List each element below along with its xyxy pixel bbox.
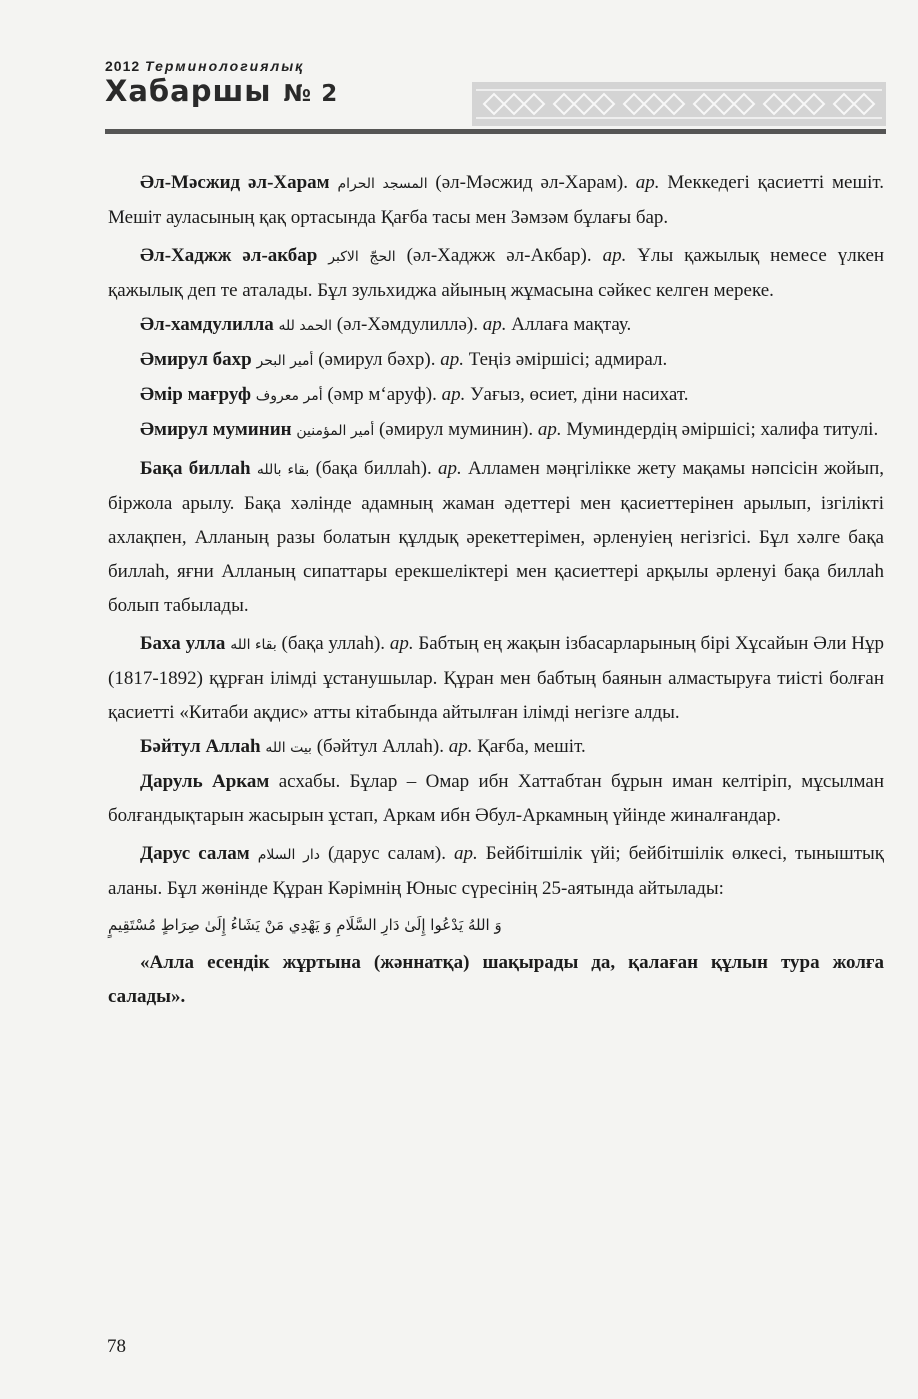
header-issue: № 2 xyxy=(283,81,339,107)
entry-arabic: أمير المؤمنين xyxy=(296,423,375,439)
entry xyxy=(108,239,884,308)
entry-lang: ар. xyxy=(635,172,660,193)
entry-arabic: بيت الله xyxy=(265,740,312,756)
journal-line xyxy=(105,58,885,74)
ornament-band xyxy=(472,82,886,126)
entry-lang: ар. xyxy=(454,843,478,864)
entry-translit: (әл-Хәмдулиллә). xyxy=(336,314,478,335)
entry-definition: Қағба, мешіт. xyxy=(477,736,586,757)
entry-translit: (бәйтул Аллаһ). xyxy=(316,736,444,757)
header-journal: Терминологиялық xyxy=(145,58,305,74)
entry xyxy=(108,452,884,623)
entry-lang: ар. xyxy=(482,314,507,335)
entry-lang: ар. xyxy=(438,458,462,479)
entry-translit: (бақа биллаһ). xyxy=(315,458,432,479)
entry-translit: (дарус салам). xyxy=(328,843,446,864)
entry-arabic: الحجّ الاكبر xyxy=(328,249,396,265)
header-title: Хабаршы xyxy=(105,74,272,108)
entry-lang: ар. xyxy=(441,384,466,405)
entry xyxy=(108,730,884,765)
entry-term: Даруль Аркам xyxy=(140,771,270,792)
glossary-body xyxy=(108,166,884,1014)
entry-translit: (әмр м‘аруф). xyxy=(327,384,437,405)
entry-arabic: أمير البحر xyxy=(256,353,314,369)
entry-definition: Уағыз, өсиет, діни насихат. xyxy=(470,384,689,405)
entry-term: Бақа биллаһ xyxy=(140,458,251,479)
entry-translit: (бақа уллаһ). xyxy=(281,633,386,654)
entry-term: Бәйтул Аллаһ xyxy=(140,736,261,757)
entry-arabic: دار السلام xyxy=(257,847,321,863)
entry-definition: асхабы. Бұлар – Омар ибн Хаттабтан бұрын иман келтіріп, мұсылман болғандықтарын жасырын ұстап, Аркам ибн Әбул-Аркамның үйінде жиналғандар. xyxy=(108,771,885,826)
entry-translit: (әл-Хаджж әл-Акбар). xyxy=(406,245,592,266)
header-year: 2012 xyxy=(105,58,141,74)
entry-translit: (әл-Мәсжид әл-Харам). xyxy=(435,172,628,193)
ornament-pattern-icon xyxy=(472,82,886,126)
entry xyxy=(108,166,884,235)
entry-translit: (әмирул муминин). xyxy=(378,419,534,440)
entry-arabic: الحمد لله xyxy=(278,318,333,334)
entry xyxy=(108,308,884,343)
header-rule xyxy=(105,129,886,134)
entry-term: Әл-Мәсжид әл-Харам xyxy=(140,172,330,193)
entry-lang: ар. xyxy=(537,419,562,440)
entry xyxy=(108,765,884,833)
entry-arabic: بقاء بالله xyxy=(256,462,310,478)
entry xyxy=(108,627,884,730)
entry-lang: ар. xyxy=(389,633,414,654)
entry-arabic: أمر معروف xyxy=(255,388,323,404)
entry-lang: ар. xyxy=(602,245,627,266)
entry-term: Баха улла xyxy=(140,633,226,654)
entry-definition: Бейбітшілік үйі; бейбітшілік өлкесі, тыныштық аланы. Бұл жөнінде Құран Кәрімнің Юныс сүресінің 25-аятында айтылады: xyxy=(108,843,884,899)
entry-term: Дарус салам xyxy=(140,843,250,864)
entry-term: Әмирул муминин xyxy=(140,419,292,440)
entry-arabic: بقاء الله xyxy=(230,637,277,653)
entry-term: Әмирул бахр xyxy=(140,349,252,370)
entry xyxy=(108,343,884,378)
entry-definition: Бабтың ең жақын ізбасарларының бірі Хұсайын Әли Нұр (1817-1892) құрған ілімді ұстанушылар. Құран мен бабтың баянын алмастыруға тиісті болған қасиетті «Китаби ақдис» атты кітабында айтылған ілімді негізге алды. xyxy=(108,633,884,723)
entry-definition: Ұлы қажылық немесе үлкен қажылық деп те аталады. Бұл зульхиджа айының жұмасына сәйкес келген мереке. xyxy=(108,245,885,301)
entry-arabic: المسجد الحرام xyxy=(337,176,428,192)
quran-verse: وَ اللهُ يَدْعُوا إِلَىٰ دَارِ السَّلَامِ وَ يَهْدِي مَنْ يَشَاءُ إِلَىٰ صِرَاطٍ مُسْتَقِيمٍ xyxy=(108,916,502,934)
entry-translit: (әмирул бәхр). xyxy=(318,349,436,370)
page-number: 78 xyxy=(107,1336,126,1357)
entry-definition: Меккедегі қасиетті мешіт. Мешіт ауласының қақ ортасында Қағба тасы мен Зәмзәм бұлағы бар. xyxy=(108,172,885,228)
entry-lang: ар. xyxy=(448,736,473,757)
entry xyxy=(108,378,884,413)
entry-lang: ар. xyxy=(440,349,464,370)
entry-definition: Муминдердің әміршісі; халифа титулі. xyxy=(566,419,879,440)
entry-term: Әл-хамдулилла xyxy=(140,314,274,335)
verse-translation: «Алла есендік жұртына (жәннатқа) шақырады да, қалаған құлын тура жолға салады». xyxy=(108,952,884,1007)
entry-term: Әмір мағруф xyxy=(140,384,252,405)
entry-definition: Алламен мәңгілікке жету мақамы нәпсісін жойып, біржола арылу. Бақа хәлінде адамның жаман әдеттері мен қасиеттерінен арылып, ізгілікті ахлақпен, Алланың разы болатын құлдық әрекеттерімен, әрленуіең негізгісі. Бұл хәлге бақа биллаһ, яғни Алланың сипаттары ерекшеліктері мен қасиеттері арқылы әрленуі бақа биллаһ болып табылады. xyxy=(108,458,885,616)
entry-definition: Теңіз әміршісі; адмирал. xyxy=(468,349,668,370)
entry xyxy=(108,837,884,906)
entry-term: Әл-Хаджж әл-акбар xyxy=(140,245,318,266)
entry xyxy=(108,413,884,448)
entry-definition: Аллаға мақтау. xyxy=(511,314,632,335)
